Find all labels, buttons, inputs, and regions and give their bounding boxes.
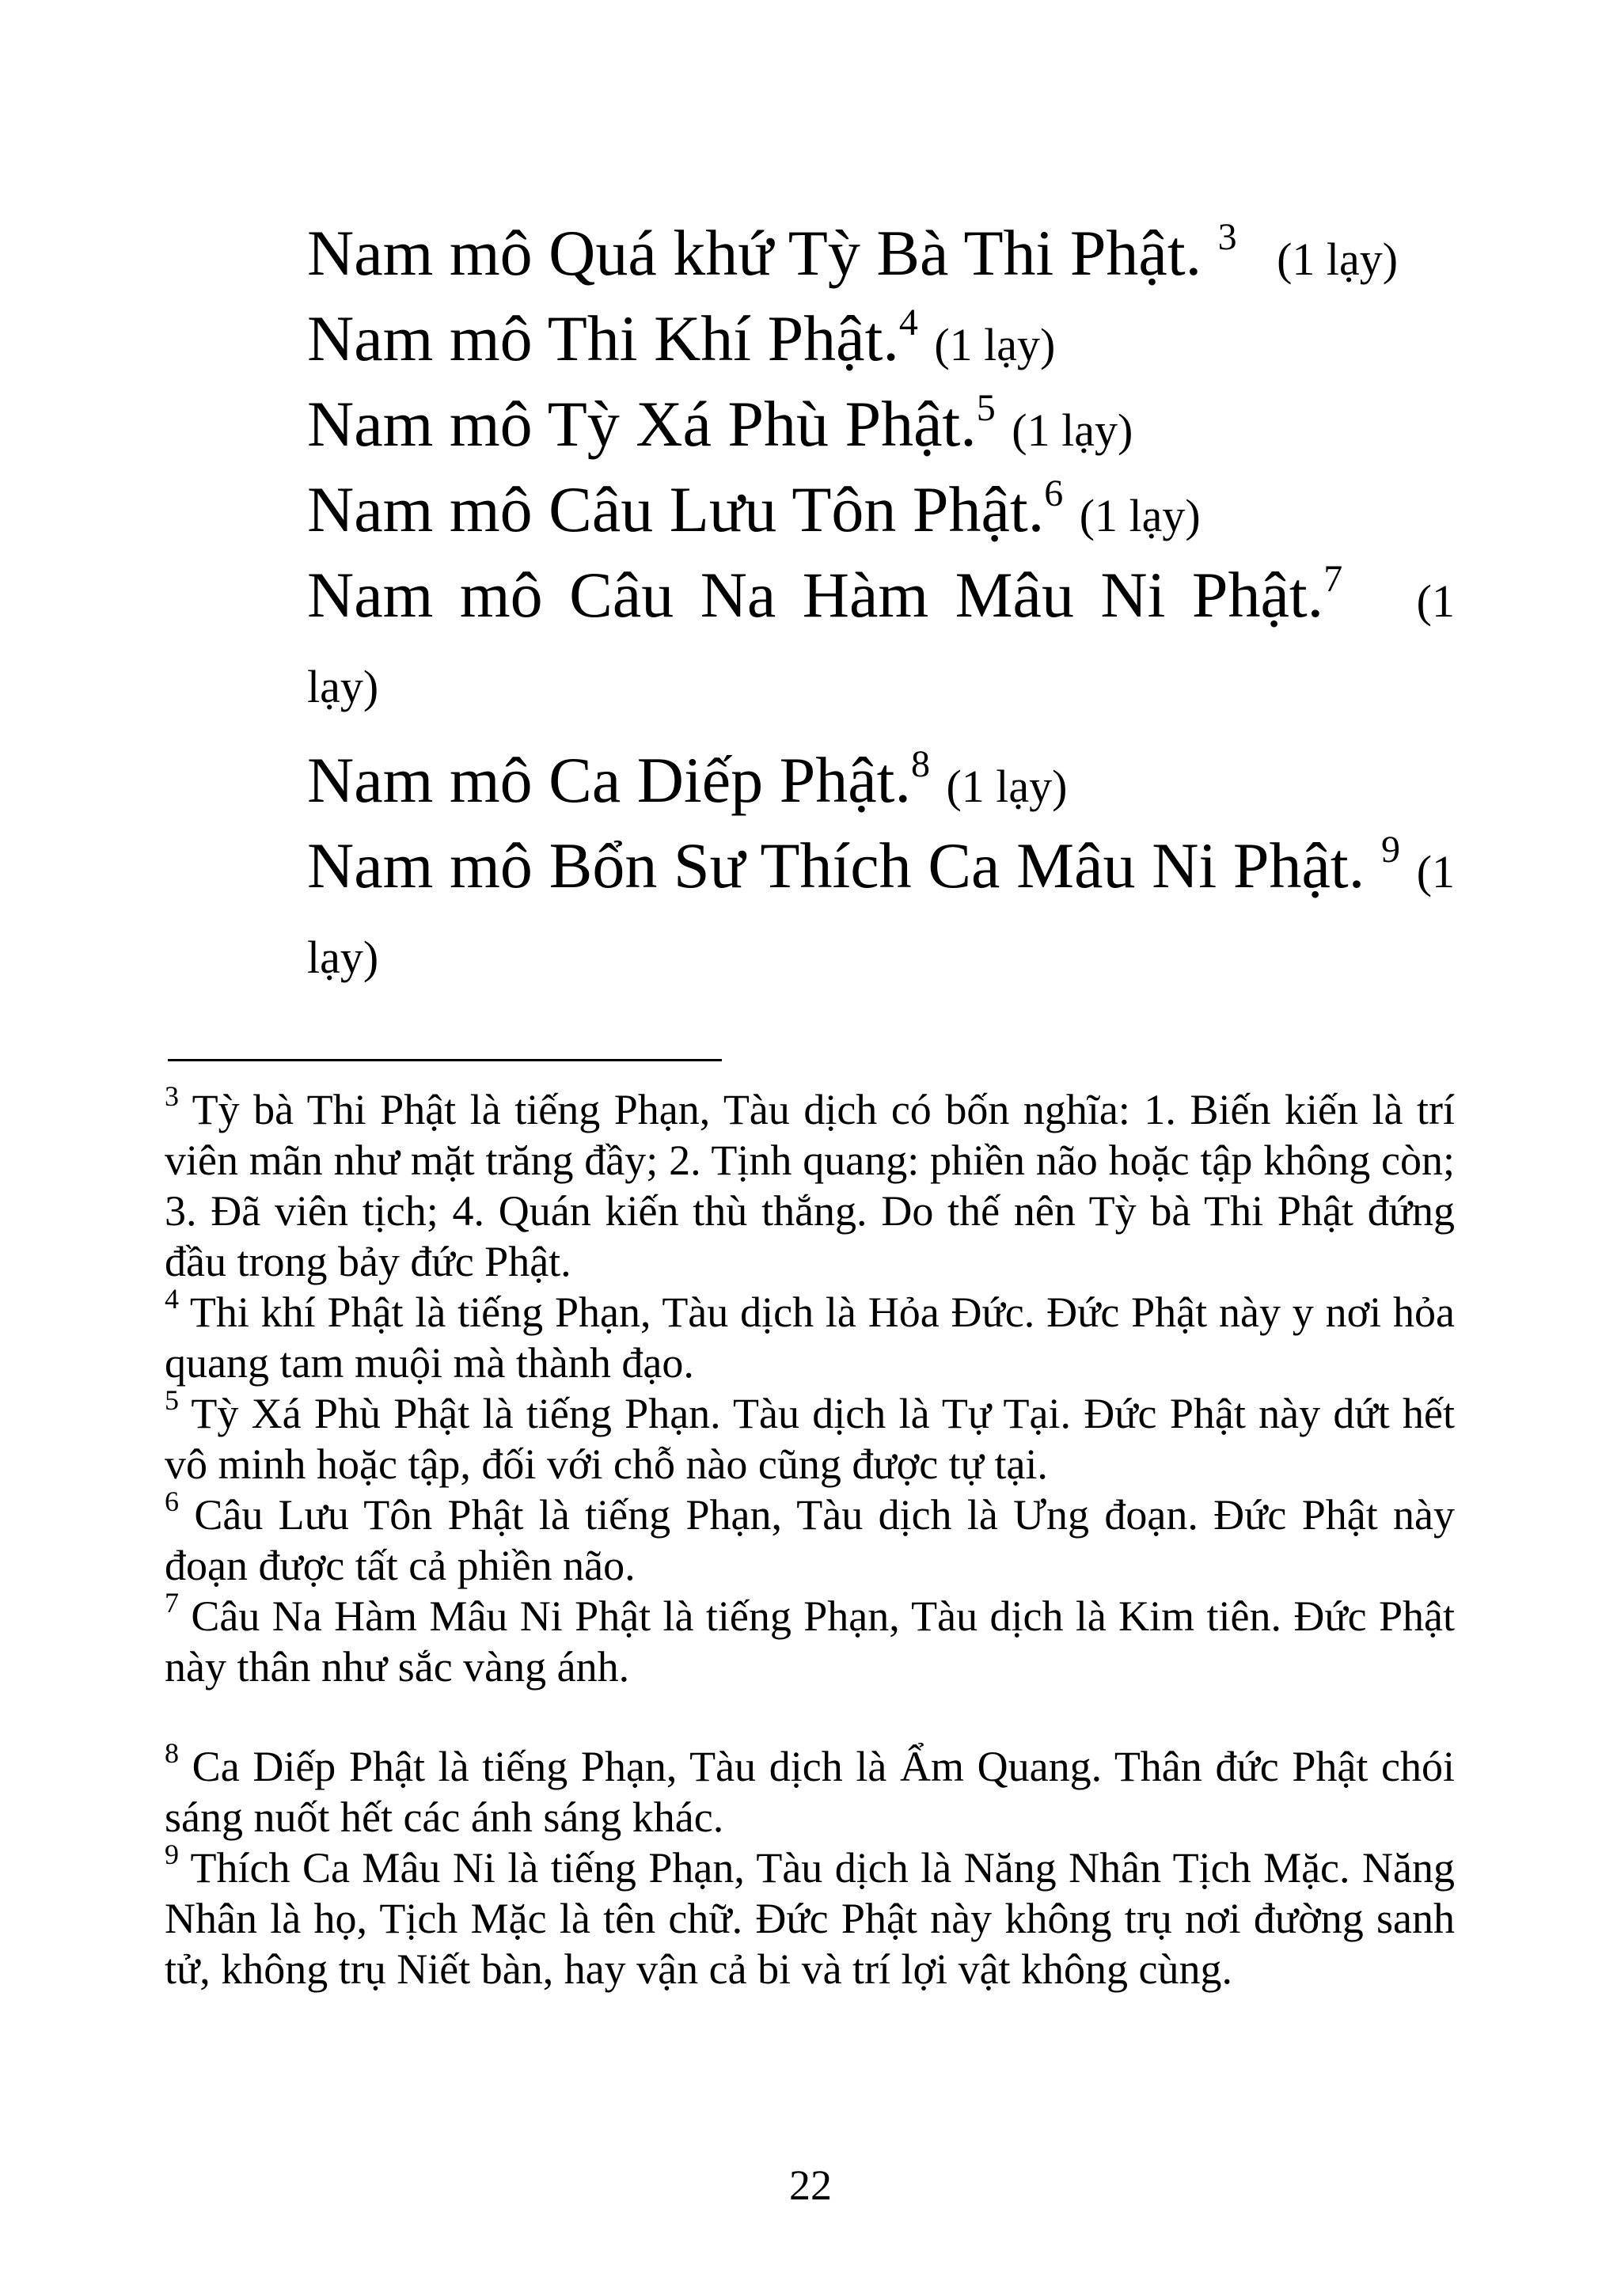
invocation-line	[165, 214, 1455, 299]
footnote-text: Câu Na Hàm Mâu Ni Phật là tiếng Phạn, Tàu dịch là Kim tiên. Đức Phật này thân như sắc vàng ánh.	[165, 1592, 1456, 1691]
invocation-text: Nam mô Ca Diếp Phật.	[307, 744, 911, 816]
footnote-ref: 9	[1380, 828, 1400, 871]
footnote-text: Thích Ca Mâu Ni là tiếng Phạn, Tàu dịch là Năng Nhân Tịch Mặc. Năng Nhân là họ, Tịch Mặc là tên chữ. Đức Phật này không trụ nơi đường sanh tử, không trụ Niết bàn, hay vận cả bi và trí lợi vật không cùng.	[165, 1844, 1455, 1993]
prostration-note: (1 lạy)	[1079, 490, 1201, 541]
footnote-ref: 6	[1044, 472, 1064, 514]
footnote-text: Câu Lưu Tôn Phật là tiếng Phạn, Tàu dịch là Ưng đoạn. Đức Phật này đoạn được tất cả phiền não.	[165, 1491, 1456, 1589]
invocation-line	[165, 556, 1455, 727]
footnote-ref: 8	[910, 742, 930, 785]
footnote-number: 3	[165, 1080, 179, 1112]
footnote	[165, 1486, 1456, 1591]
footnote-ref: 7	[1323, 557, 1343, 600]
footnote-ref: 3	[1217, 215, 1237, 258]
invocation-text: Nam mô Câu Lưu Tôn Phật.	[307, 473, 1045, 545]
footnote-number: 9	[165, 1839, 179, 1870]
footnote-text: Tỳ bà Thi Phật là tiếng Phạn, Tàu dịch có bốn nghĩa: 1. Biến kiến là trí viên mãn như mặt trăng đầy; 2. Tịnh quang: phiền não hoặc tập không còn; 3. Đã viên tịch; 4. Quán kiến thù thắng. Do thế nên Tỳ bà Thi Phật đứng đầu trong bảy đức Phật.	[165, 1086, 1455, 1285]
footnote	[165, 1384, 1455, 1490]
footnote-number: 6	[165, 1486, 179, 1517]
prostration-note: (1 lạy)	[1012, 404, 1133, 456]
prostration-note: (1 lạy)	[946, 761, 1068, 812]
invocation-text: Nam mô Bổn Sư Thích Ca Mâu Ni Phật.	[307, 829, 1365, 901]
invocation-line	[165, 741, 1455, 826]
footnote-number: 5	[165, 1384, 179, 1416]
invocation-line	[165, 299, 1455, 385]
footnote-number: 4	[165, 1283, 179, 1315]
footnote-text: Ca Diếp Phật là tiếng Phạn, Tàu dịch là Ẩm Quang. Thân đức Phật chói sáng nuốt hết các ánh sáng khác.	[165, 1743, 1455, 1841]
footnote	[165, 1283, 1455, 1388]
footnote	[165, 1587, 1456, 1692]
invocation-text: Nam mô Câu Na Hàm Mâu Ni Phật.	[307, 559, 1324, 631]
invocation-text: Nam mô Quá khứ Tỳ Bà Thi Phật.	[307, 217, 1202, 289]
footnote	[165, 1839, 1455, 1994]
footnote-separator	[168, 1059, 722, 1061]
footnote-number: 8	[165, 1737, 179, 1769]
footnotes	[165, 1080, 1456, 1994]
invocation-line	[165, 470, 1455, 556]
footnote	[165, 1737, 1455, 1842]
invocation-line	[165, 826, 1455, 997]
prostration-note: (1 lạy)	[307, 575, 1455, 712]
prostration-note: (1 lạy)	[934, 319, 1056, 370]
prostration-note: (1 lạy)	[1277, 233, 1399, 285]
footnote-ref: 5	[976, 386, 996, 429]
invocation-text: Nam mô Thi Khí Phật.	[307, 302, 899, 374]
invocation-text: Nam mô Tỳ Xá Phù Phật.	[307, 388, 977, 460]
page-number: 22	[789, 2161, 832, 2209]
prostration-note: (1 lạy)	[307, 846, 1456, 983]
invocation-line	[165, 385, 1455, 470]
invocation-list	[165, 214, 1455, 997]
footnote-text: Thi khí Phật là tiếng Phạn, Tàu dịch là Hỏa Đức. Đức Phật này y nơi hỏa quang tam muội mà thành đạo.	[165, 1288, 1455, 1387]
footnote	[165, 1080, 1455, 1287]
footnote-number: 7	[165, 1587, 179, 1619]
footnote-ref: 4	[898, 301, 918, 343]
footnote-text: Tỳ Xá Phù Phật là tiếng Phạn. Tàu dịch là Tự Tại. Đức Phật này dứt hết vô minh hoặc tập, đối với chỗ nào cũng được tự tại.	[165, 1390, 1455, 1488]
